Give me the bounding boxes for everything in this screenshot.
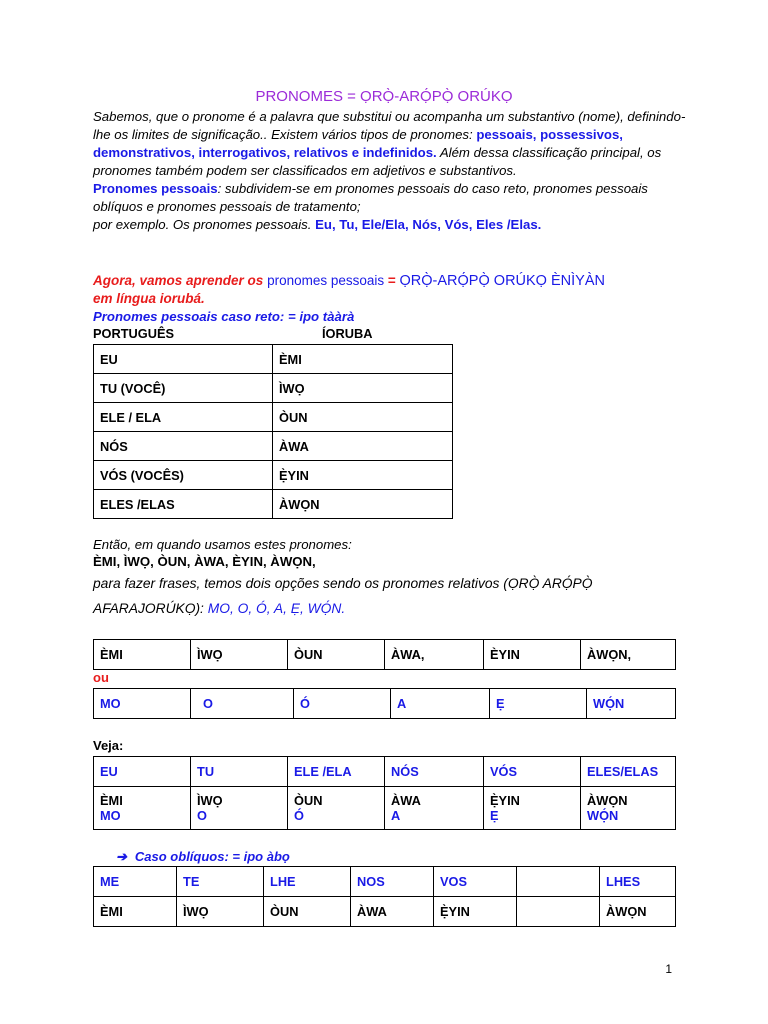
table-row (94, 345, 453, 374)
cell-ioruba: ÀWỌN (273, 490, 453, 519)
cell-short: Ó (294, 808, 304, 823)
document-title: PRONOMES = ỌRỌ̀-ARỌ́PỌ̀ ORÚKỌ (255, 88, 513, 105)
cell-pronome: ÀWỌN, (581, 640, 676, 670)
arrow-icon: ➔ (116, 849, 127, 864)
cell-yoruba: ÀWA (391, 793, 421, 808)
cell-header: ELES/ELAS (581, 757, 676, 787)
cell-pronome: ÀWA, (385, 640, 484, 670)
cell-yoruba: Ẹ̀YIN (434, 897, 517, 927)
cell-ioruba: ÈMI (273, 345, 453, 374)
cell-header: VOS (434, 867, 517, 897)
cell-yoruba: Ẹ̀YIN (490, 793, 520, 808)
cell-yoruba: ÀWA (351, 897, 434, 927)
entao-line3: para fazer frases, temos dois opções sendo os pronomes relativos (ỌRỌ̀ ARỌ́PỌ̀ (93, 576, 593, 591)
cell-portugues: NÓS (94, 432, 273, 461)
cell-portugues: ELES /ELAS (94, 490, 273, 519)
page-number: 1 (665, 962, 672, 976)
cell-relativo: A (391, 689, 490, 719)
cell-yoruba: ÈMI (100, 793, 123, 808)
cell-pair (191, 787, 288, 830)
cell-pronome: ÒUN (288, 640, 385, 670)
veja-label: Veja: (93, 738, 124, 753)
cell-relativo: MO (94, 689, 191, 719)
cell-relativo: WỌ́N (587, 689, 676, 719)
learn-heading: Agora, vamos aprender os pronomes pessoais = ỌRỌ̀-ARỌ́PỌ̀ ORÚKỌ ÈNÌYÀN em língua iorubá. (93, 273, 605, 306)
table-obliquos (93, 866, 676, 927)
cell-short: MO (100, 808, 121, 823)
table-row (94, 374, 453, 403)
cell-yoruba: ÈMI (94, 897, 177, 927)
table-pronomes-list (93, 639, 676, 670)
cell-portugues: ELE / ELA (94, 403, 273, 432)
table1-header-pt: PORTUGUÊS (93, 326, 175, 341)
cell-pronome: ÈYIN (484, 640, 581, 670)
cell-pair (385, 787, 484, 830)
cell-header: NOS (351, 867, 434, 897)
obliquos-heading: ➔ Caso oblíquos: = ipo àbọ (116, 849, 290, 864)
cell-short: Ẹ (490, 808, 499, 823)
cell-header: LHE (264, 867, 351, 897)
table-pronomes-relativos (93, 688, 676, 719)
cell-portugues: TU (VOCÊ) (94, 374, 273, 403)
cell-yoruba: ÒUN (294, 793, 323, 808)
cell-header (517, 867, 600, 897)
cell-short: A (391, 808, 401, 823)
cell-ioruba: ÀWA (273, 432, 453, 461)
cell-short: WỌ́N (587, 808, 619, 823)
cell-header: EU (94, 757, 191, 787)
cell-header: ELE /ELA (288, 757, 385, 787)
entao-line1: Então, em quando usamos estes pronomes: (93, 537, 352, 552)
table-row (94, 432, 453, 461)
table-row (94, 461, 453, 490)
table-pronomes-reto (93, 344, 453, 519)
table-row (94, 490, 453, 519)
cell-relativo: O (191, 689, 294, 719)
cell-yoruba: ÀWỌN (600, 897, 676, 927)
cell-pair (581, 787, 676, 830)
cell-portugues: VÓS (VOCÊS) (94, 461, 273, 490)
cell-pair (288, 787, 385, 830)
cell-header: VÓS (484, 757, 581, 787)
entao-line2: ÈMI, ÌWỌ, ÒUN, ÀWA, ÈYIN, ÀWỌN, (93, 554, 316, 569)
cell-portugues: EU (94, 345, 273, 374)
cell-yoruba: ÌWỌ (177, 897, 264, 927)
cell-header: LHES (600, 867, 676, 897)
cell-pronome: ÌWỌ (191, 640, 288, 670)
entao-line4: AFARAJORÚKỌ): MO, O, Ó, A, Ẹ, WỌ́N. (93, 601, 346, 616)
cell-pair (94, 787, 191, 830)
cell-ioruba: ÌWỌ (273, 374, 453, 403)
cell-yoruba: ÒUN (264, 897, 351, 927)
cell-ioruba: Ẹ̀YIN (273, 461, 453, 490)
ou-label: ou (93, 670, 109, 685)
cell-yoruba: ÌWỌ (197, 793, 223, 808)
table-veja (93, 756, 676, 830)
table-row (94, 403, 453, 432)
caso-reto-heading: Pronomes pessoais caso reto: = ipo tààrà (93, 309, 355, 324)
cell-yoruba (517, 897, 600, 927)
cell-short: O (197, 808, 207, 823)
cell-header: TU (191, 757, 288, 787)
cell-header: TE (177, 867, 264, 897)
cell-yoruba: ÀWỌN (587, 793, 628, 808)
intro-paragraph: Sabemos, que o pronome é a palavra que substitui ou acompanha um substantivo (nome), definindo-lhe os limites de significação.. Existem vários tipos de pronomes: pessoais, possessivos, demonstrativos, interrogativos, relativos e indefinidos. Além dessa classificação principal, os pronomes também podem ser classificados em adjetivos e substantivos. Pronomes pessoais: subdividem-se em pronomes pessoais do caso reto, pronomes pessoais oblíquos e pronomes pessoais de tratamento; por exemplo. Os pronomes pessoais. Eu, Tu, Ele/Ela, Nós, Vós, Eles /Elas. (93, 109, 686, 232)
cell-ioruba: ÒUN (273, 403, 453, 432)
cell-header: ME (94, 867, 177, 897)
pessoais-label: Pronomes pessoais (93, 181, 218, 196)
cell-header: NÓS (385, 757, 484, 787)
cell-relativo: Ó (294, 689, 391, 719)
table1-header-yo: ÍORUBA (322, 326, 373, 341)
cell-pronome: ÈMI (94, 640, 191, 670)
cell-relativo: Ẹ (490, 689, 587, 719)
cell-pair (484, 787, 581, 830)
